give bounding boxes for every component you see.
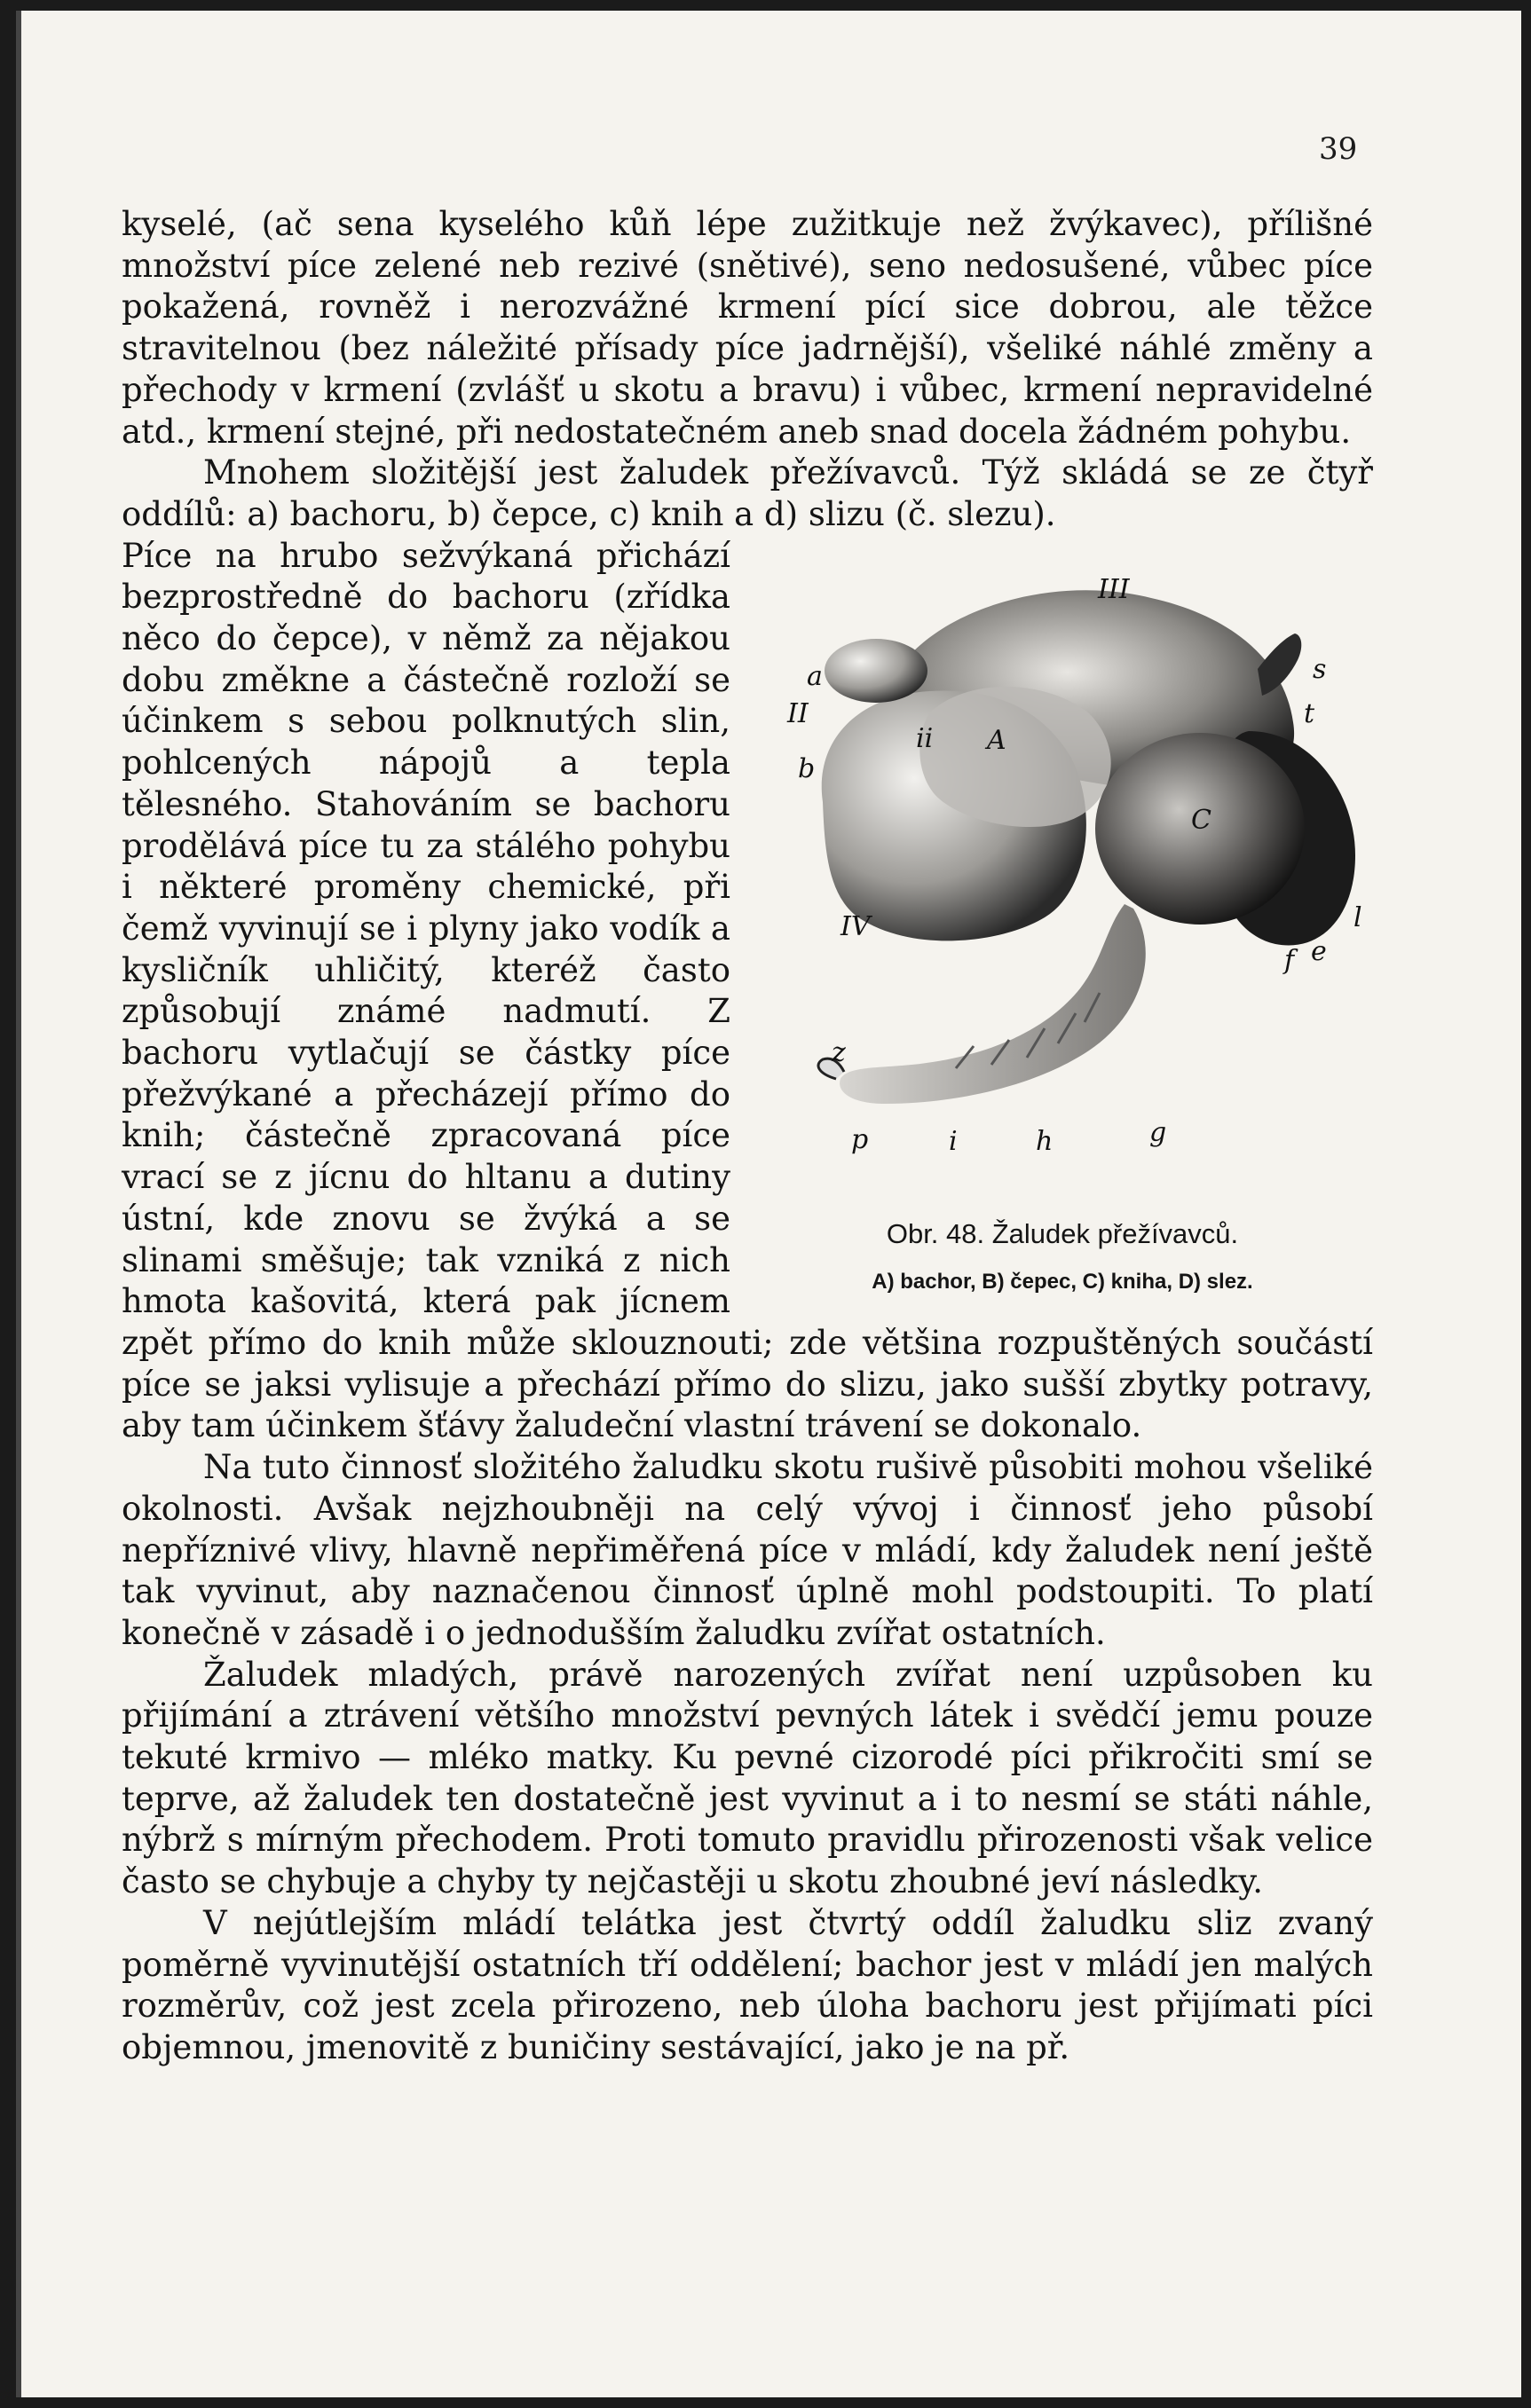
paragraph-1: kyselé, (ač sena kyselého kůň lépe zužitkuje než žvýkavec), přílišné množství píce zelené neb rezivé (snětivé), seno nedosušené, vůbec píce pokažená, rovněž i nerozvážné krmení pící sice dobrou, ale těžce stravitelnou (bez náležité přísady píce jadrnější), všeliké náhlé změny a přechody v krmení (zvlášť u skotu a bravu) i vůbec, krmení nepravidelné atd., krmení stejné, při nedostatečném aneb snad docela žádném pohybu. — [122, 205, 1373, 451]
label-h: h — [1036, 1125, 1054, 1157]
body-text — [122, 204, 1373, 2069]
reticulum — [825, 639, 927, 703]
label-f: f — [1284, 944, 1295, 976]
label-g: g — [1149, 1116, 1167, 1148]
label-z: z — [832, 1036, 846, 1068]
stomach-illustration — [752, 536, 1373, 1210]
figure-legend: A) bachor, B) čepec, C) kniha, D) slez. — [872, 1269, 1253, 1294]
figure-caption: Obr. 48. Žaludek přežívavců. — [886, 1217, 1239, 1249]
label-A: A — [987, 724, 1006, 756]
label-p: p — [851, 1123, 869, 1155]
label-i: i — [949, 1125, 958, 1157]
label-t: t — [1304, 697, 1315, 729]
paragraph-5: Žaludek mladých, právě narozených zvířat není uzpůsoben ku přijímání a ztrávení většího množství pevných látek i svědčí jemu pouze tekuté krmivo — mléko matky. Ku pevné cizorodé píci přikročiti smí se teprve, až žaludek ten dostatečně jest vyvinut a i to nesmí se státi náhle, nýbrž s mírným přechodem. Proti tomuto pravidlu přirozenosti však velice často se chybuje a chyby ty nejčastěji u skotu zhoubné jeví následky. — [122, 1655, 1373, 1901]
figure-stomach — [752, 536, 1373, 1302]
label-ii: ii — [916, 722, 934, 754]
label-s: s — [1313, 653, 1327, 685]
label-b: b — [798, 752, 816, 784]
label-IV: IV — [840, 910, 871, 942]
label-l: l — [1353, 901, 1362, 933]
label-e: e — [1311, 935, 1327, 967]
paragraph-2: Mnohem složitější jest žaludek přežívavců. Týž skládá se ze čtyř oddílů: a) bachoru, b) čepce, c) knih a d) slizu (č. slezu). — [122, 453, 1373, 533]
page-number: 39 — [1319, 131, 1358, 167]
paragraph-3: Píce na hrubo sežvýkaná přichází bezprostředně do bachoru (zřídka něco do čepce), v němž za nějakou dobu změkne a částečně rozloží se účinkem s sebou polknutých slin, pohlcených nápojů a tepla tělesného. Stahováním se bachoru prodělává píce tu za stálého pohybu i některé proměny chemické, při čemž vyvinují se i plyny jako vodík a kysličník uhličitý, kteréž často způsobují známé nadmutí. Z bachoru vytlačují se částky píce přežvýkané a přecházejí přímo do knih; částečně zpracovaná píce vrací se z jícnu do hltanu a dutiny ústní, kde znovu se žvýká a se slinami směšuje; tak vzniká z nich hmota kašovitá, která pak jícnem zpět přímo do knih může sklouznouti; zde většina rozpuštěných součástí píce se jaksi vylisuje a přechází přímo do slizu, jako sušší zbytky potravy, aby tam účinkem šťávy žaludeční vlastní trávení se dokonalo. — [122, 536, 1373, 1445]
paragraph-4: Na tuto činnosť složitého žaludku skotu rušivě působiti mohou všeliké okolnosti. Avšak nejzhoubněji na celý vývoj i činnosť jeho působí nepříznivé vlivy, hlavně nepřiměřená píce v mládí, kdy žaludek není ještě tak vyvinut, aby naznačenou činnosť úplně mohl podstoupiti. To platí konečně v zásadě i o jednodušším žaludku zvířat ostatních. — [122, 1448, 1373, 1652]
page — [16, 11, 1521, 2397]
label-a: a — [807, 660, 823, 692]
label-II: II — [787, 697, 809, 729]
label-C: C — [1191, 804, 1211, 836]
label-III: III — [1098, 573, 1130, 605]
paragraph-6: V nejútlejším mládí telátka jest čtvrtý oddíl žaludku sliz zvaný poměrně vyvinutější ostatních tří oddělení; bachor jest v mládí jen malých rozměrův, což jest zcela přirozeno, neb úloha bachoru jest přijímati píci objemnou, jmenovitě z buničiny sestávající, jako je na př. — [122, 1903, 1373, 2066]
